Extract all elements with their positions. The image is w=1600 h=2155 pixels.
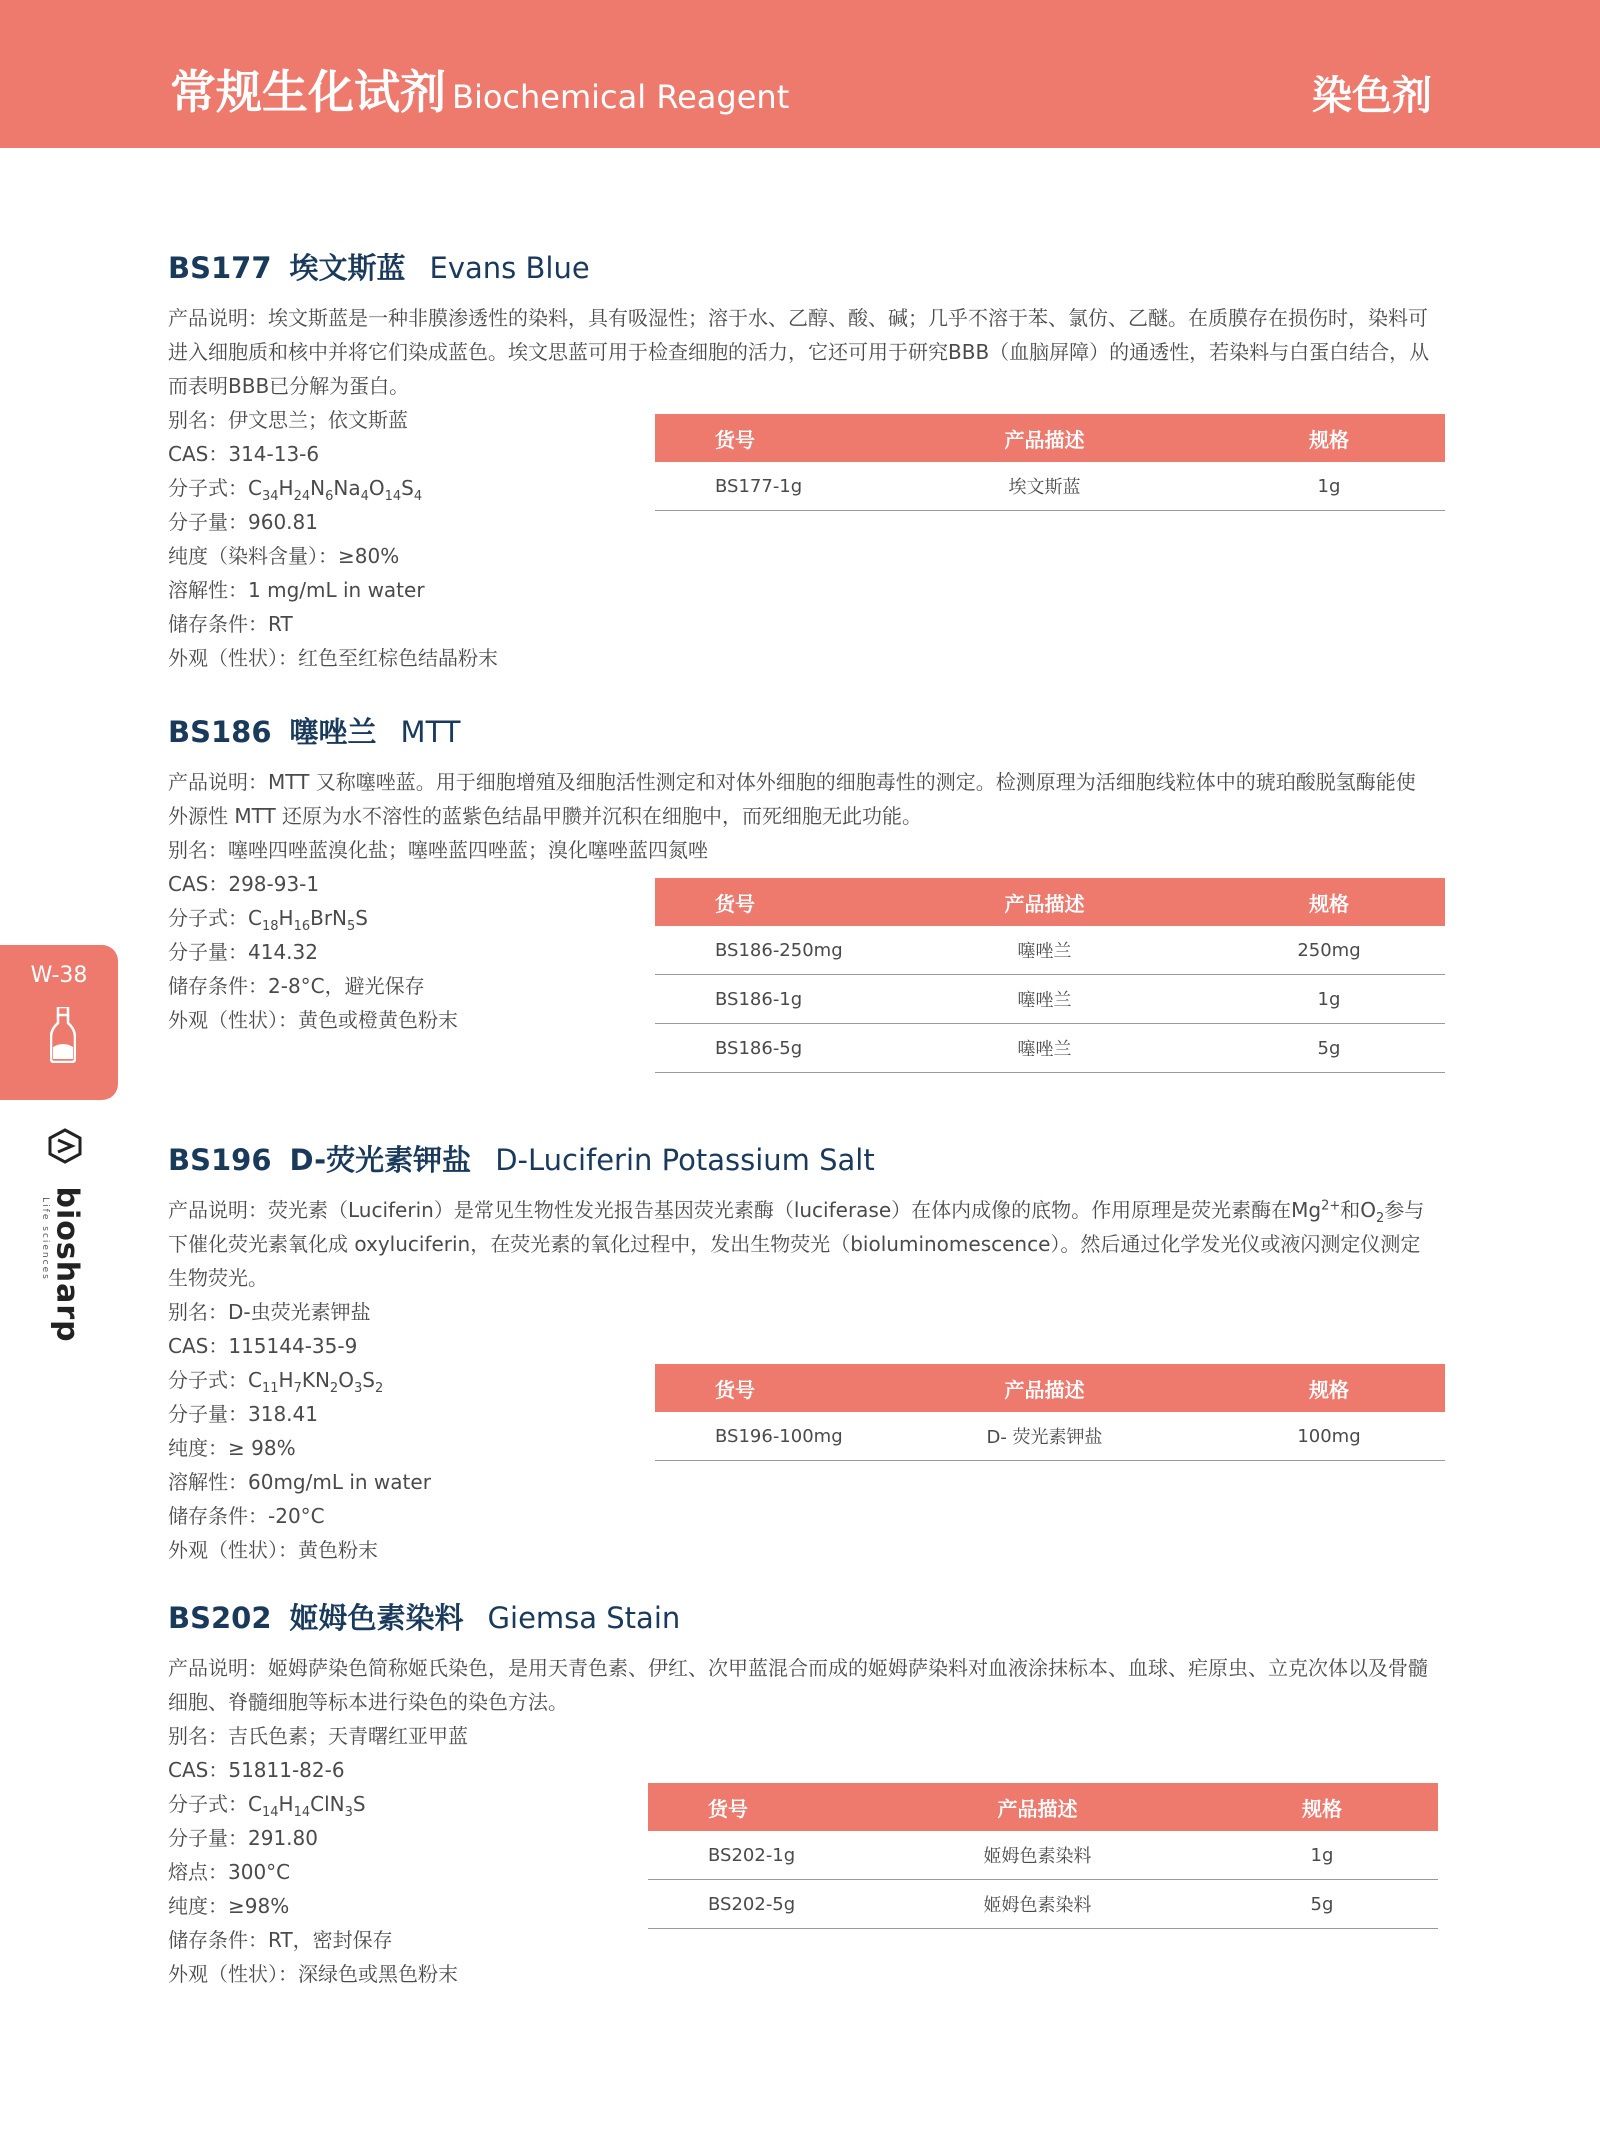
col-desc: 产品描述 [869, 1783, 1206, 1831]
product-name-cn: 埃文斯蓝 [289, 251, 406, 285]
molecular-weight: 分子量：318.41 [168, 1402, 318, 1426]
brand-name: biosharp [49, 1186, 85, 1343]
alias: 别名：伊文思兰；依文斯蓝 [168, 408, 408, 432]
table-row: BS186-250mg 噻唑兰 250mg [655, 926, 1445, 975]
product-description: 产品说明：荧光素（Luciferin）是常见生物性发光报告基因荧光素酶（luciferase）在体内成像的底物。作用原理是荧光素酶在$Mg^{2+}$和$O_2$参与下催化荧光素氧化成 oxyluciferin，在荧光素的氧化过程中，发出生物荧光（bioluminomescence）。然后通过化学发光仪或液闪测定仪测定生物荧光。 [168, 1198, 1425, 1290]
molecular-weight: 分子量：291.80 [168, 1826, 318, 1850]
product-code: BS202 [168, 1601, 272, 1635]
brand-tagline: Life sciences [40, 1197, 50, 1281]
table-row: BS186-5g 噻唑兰 5g [655, 1024, 1445, 1073]
product-title [168, 1138, 1434, 1179]
purity: 纯度：≥ 98% [168, 1436, 296, 1460]
product-description: 产品说明：MTT 又称噻唑蓝。用于细胞增殖及细胞活性测定和对体外细胞的细胞毒性的测定。检测原理为活细胞线粒体中的琥珀酸脱氢酶能使外源性 MTT 还原为水不溶性的蓝紫色结晶甲臜并沉积在细胞中，而死细胞无此功能。 [168, 770, 1416, 828]
col-code: 货号 [655, 1364, 876, 1412]
biosharp-logo-icon [48, 1128, 82, 1164]
alias: 别名：吉氏色素；天青曙红亚甲蓝 [168, 1724, 468, 1748]
product-description: 产品说明：埃文斯蓝是一种非膜渗透性的染料，具有吸湿性；溶于水、乙醇、酸、碱；几乎不溶于苯、氯仿、乙醚。在质膜存在损伤时，染料可进入细胞质和核中并将它们染成蓝色。埃文思蓝可用于检查细胞的活力，它还可用于研究BBB（血脑屏障）的通透性，若染料与白蛋白结合，从而表明BBB已分解为蛋白。 [168, 306, 1430, 398]
col-spec: 规格 [1213, 1364, 1445, 1412]
col-code: 货号 [655, 414, 876, 462]
page-number: W-38 [30, 963, 88, 988]
page-header [0, 0, 1600, 148]
product-description: 产品说明：姬姆萨染色简称姬氏染色，是用天青色素、伊红、次甲蓝混合而成的姬姆萨染料对血液涂抹标本、血球、疟原虫、立克次体以及骨髓细胞、脊髓细胞等标本进行染色的染色方法。 [168, 1656, 1428, 1714]
product-title [168, 710, 1434, 751]
molecular-weight: 分子量：960.81 [168, 510, 318, 534]
formula: 分子式：$C_{11}H_7KN_2O_3S_2$ [168, 1368, 384, 1396]
table-row: BS202-5g 姬姆色素染料 5g [648, 1880, 1438, 1929]
product-code: BS177 [168, 251, 272, 285]
appearance: 外观（性状）：红色至红棕色结晶粉末 [168, 646, 498, 670]
alias: 别名：噻唑四唑蓝溴化盐；噻唑蓝四唑蓝；溴化噻唑蓝四氮唑 [168, 838, 708, 862]
product-bs196 [168, 1138, 1434, 1567]
storage: 储存条件：-20°C [168, 1504, 325, 1528]
title-en: Biochemical Reagent [452, 78, 790, 116]
page-title [170, 56, 789, 122]
storage: 储存条件：2-8°C，避光保存 [168, 974, 425, 998]
product-name-cn: 噻唑兰 [289, 715, 377, 749]
appearance: 外观（性状）：深绿色或黑色粉末 [168, 1962, 458, 1986]
col-desc: 产品描述 [876, 414, 1213, 462]
col-code: 货号 [655, 878, 876, 926]
product-name-en: MTT [400, 715, 461, 749]
bottle-icon [50, 1007, 76, 1063]
brand-logo [40, 1128, 90, 1343]
formula: 分子式：$C_{34}H_{24}N_6Na_4O_{14}S_4$ [168, 476, 423, 504]
cas: CAS：115144-35-9 [168, 1334, 358, 1358]
product-title [168, 246, 1434, 287]
molecular-weight: 分子量：414.32 [168, 940, 318, 964]
spec-table-bs186 [655, 878, 1445, 1073]
product-code: BS186 [168, 715, 272, 749]
purity: 纯度（染料含量）：≥80% [168, 544, 400, 568]
product-name-cn: 姬姆色素染料 [289, 1601, 464, 1635]
solubility: 溶解性：1 mg/mL in water [168, 578, 425, 602]
col-spec: 规格 [1206, 1783, 1438, 1831]
page-tab [0, 945, 118, 1100]
col-spec: 规格 [1213, 414, 1445, 462]
table-row: BS177-1g 埃文斯蓝 1g [655, 462, 1445, 511]
cas: CAS：298-93-1 [168, 872, 320, 896]
table-row: BS186-1g 噻唑兰 1g [655, 975, 1445, 1024]
melting-point: 熔点：300°C [168, 1860, 291, 1884]
purity: 纯度：≥98% [168, 1894, 290, 1918]
product-title [168, 1596, 1434, 1637]
spec-table-bs196 [655, 1364, 1445, 1461]
product-name-en: Evans Blue [429, 251, 590, 285]
product-name-en: D-Luciferin Potassium Salt [495, 1143, 875, 1177]
alias: 别名：D-虫荧光素钾盐 [168, 1300, 371, 1324]
cas: CAS：51811-82-6 [168, 1758, 345, 1782]
category-label: 染色剂 [1312, 73, 1432, 119]
formula: 分子式：$C_{18}H_{16}BrN_5S$ [168, 906, 368, 934]
col-desc: 产品描述 [876, 878, 1213, 926]
product-code: BS196 [168, 1143, 272, 1177]
spec-table-bs202 [648, 1783, 1438, 1929]
cas: CAS：314-13-6 [168, 442, 320, 466]
spec-table-bs177 [655, 414, 1445, 511]
solubility: 溶解性：60mg/mL in water [168, 1470, 431, 1494]
formula: 分子式：$C_{14}H_{14}ClN_3S$ [168, 1792, 366, 1820]
col-desc: 产品描述 [876, 1364, 1213, 1412]
storage: 储存条件：RT [168, 612, 293, 636]
table-row: BS196-100mg D- 荧光素钾盐 100mg [655, 1412, 1445, 1461]
title-cn: 常规生化试剂 [170, 65, 446, 119]
storage: 储存条件：RT，密封保存 [168, 1928, 393, 1952]
product-name-en: Giemsa Stain [487, 1601, 681, 1635]
product-name-cn: D-荧光素钾盐 [289, 1143, 472, 1177]
col-code: 货号 [648, 1783, 869, 1831]
appearance: 外观（性状）：黄色粉末 [168, 1538, 378, 1562]
col-spec: 规格 [1213, 878, 1445, 926]
table-row: BS202-1g 姬姆色素染料 1g [648, 1831, 1438, 1880]
appearance: 外观（性状）：黄色或橙黄色粉末 [168, 1008, 458, 1032]
